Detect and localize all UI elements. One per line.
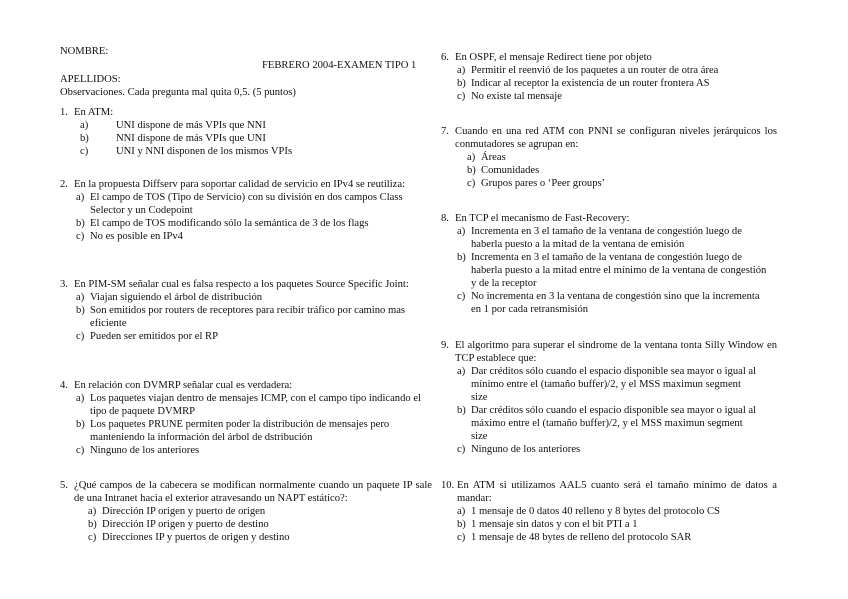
option-text: Áreas — [481, 152, 506, 163]
question-text: En PIM-SM señalar cual es falsa respecto a los paquetes Source Specific Joint: — [74, 279, 409, 290]
option-letter: b) — [457, 519, 466, 530]
question-text: En TCP el mecanismo de Fast-Recovery: — [455, 213, 630, 224]
option-text: Dirección IP origen y puerto de origen — [102, 506, 266, 517]
question-text: En la propuesta Diffserv para soportar calidad de servicio en IPv4 se reutiliza: — [74, 179, 406, 190]
option-a[interactable] — [76, 291, 416, 304]
option-a[interactable] — [467, 151, 777, 164]
option-letter: b) — [76, 305, 85, 316]
option-letter: c) — [457, 291, 466, 302]
option-letter: a) — [457, 65, 466, 76]
question-text: En ATM: — [74, 107, 114, 118]
option-letter: a) — [76, 192, 85, 203]
option-text: Ninguno de los anteriores — [471, 444, 581, 455]
option-letter: c) — [457, 444, 466, 455]
option-letter: c) — [457, 91, 466, 102]
question-number: 8. — [441, 213, 449, 224]
option-c[interactable] — [457, 290, 767, 316]
option-letter: b) — [80, 133, 89, 144]
option-text: Indicar al receptor la existencia de un router frontera AS — [471, 78, 710, 89]
option-text: No es posible en IPv4 — [90, 231, 183, 242]
question-9 — [441, 339, 777, 456]
option-text: Dar créditos sólo cuando el espacio disponible sea mayor o igual al máximo entre el (tamaño buffer)/2, y el MSS maximun segment size — [471, 405, 757, 442]
option-c[interactable] — [467, 177, 777, 190]
option-c[interactable] — [80, 145, 430, 158]
option-a[interactable] — [76, 191, 416, 217]
option-letter: a) — [76, 393, 85, 404]
question-number: 6. — [441, 52, 449, 63]
option-letter: c) — [457, 532, 466, 543]
question-5 — [60, 479, 432, 544]
option-text: 1 mensaje sin datos y con el bit PTI a 1 — [471, 519, 638, 530]
option-c[interactable] — [76, 444, 426, 457]
option-b[interactable] — [88, 518, 418, 531]
option-text: NNI dispone de más VPIs que UNI — [116, 133, 266, 144]
option-a[interactable] — [457, 64, 781, 77]
option-text: Direcciones IP y puertos de origen y destino — [102, 532, 290, 543]
option-letter: c) — [76, 331, 85, 342]
question-text: ¿Qué campos de la cabecera se modifican normalmente cuando un paquete IP sale de una Intranet hacia el exterior atravesando un NAPT estático?: — [74, 480, 432, 504]
option-letter: a) — [467, 152, 476, 163]
option-c[interactable] — [457, 531, 777, 544]
question-number: 2. — [60, 179, 68, 190]
option-c[interactable] — [76, 230, 416, 243]
option-a[interactable] — [457, 225, 767, 251]
option-letter: a) — [457, 366, 466, 377]
option-text: El campo de TOS (Tipo de Servicio) con su división en dos campos Class Selector y un Codepoint — [90, 192, 403, 216]
question-text: En relación con DVMRP señalar cual es verdadera: — [74, 380, 293, 391]
option-letter: c) — [467, 178, 476, 189]
option-b[interactable] — [457, 251, 767, 290]
option-letter: b) — [457, 252, 466, 263]
question-number: 4. — [60, 380, 68, 391]
option-letter: a) — [457, 506, 466, 517]
option-a[interactable] — [76, 392, 426, 418]
option-letter: a) — [76, 292, 85, 303]
question-number: 10. — [441, 480, 455, 491]
option-letter: c) — [88, 532, 97, 543]
question-text: El algoritmo para superar el sindrome de la ventana tonta Silly Window en TCP establece que: — [455, 340, 777, 364]
option-letter: a) — [88, 506, 97, 517]
option-c[interactable] — [76, 330, 416, 343]
option-text: Son emitidos por routers de receptores para recibir tráfico por camino mas eficiente — [90, 305, 406, 329]
option-letter: b) — [88, 519, 97, 530]
option-b[interactable] — [457, 404, 757, 443]
question-10 — [441, 479, 777, 544]
option-text: UNI y NNI disponen de los mismos VPIs — [116, 146, 293, 157]
option-c[interactable] — [88, 531, 418, 544]
question-number: 5. — [60, 480, 68, 491]
option-letter: a) — [80, 120, 89, 131]
option-letter: c) — [76, 231, 85, 242]
option-text: Viajan siguiendo el árbol de distribución — [90, 292, 263, 303]
option-text: No existe tal mensaje — [471, 91, 562, 102]
option-a[interactable] — [457, 365, 757, 404]
option-b[interactable] — [76, 304, 416, 330]
question-number: 9. — [441, 340, 449, 351]
option-text: Dirección IP origen y puerto de destino — [102, 519, 269, 530]
option-letter: b) — [457, 78, 466, 89]
question-number: 3. — [60, 279, 68, 290]
option-text: Grupos pares o ‘Peer groups’ — [481, 178, 606, 189]
option-text: 1 mensaje de 48 bytes de relleno del protocolo SAR — [471, 532, 692, 543]
option-text: 1 mensaje de 0 datos 40 relleno y 8 bytes del protocolo CS — [471, 506, 720, 517]
option-letter: b) — [467, 165, 476, 176]
option-letter: b) — [76, 419, 85, 430]
option-b[interactable] — [76, 217, 416, 230]
option-text: Incrementa en 3 el tamaño de la ventana de congestión luego de haberla puesto a la mitad entre el mínimo de la ventana de congestión y de la receptor — [471, 252, 767, 289]
question-number: 7. — [441, 126, 449, 137]
question-text: En ATM si utilizamos AAL5 cuanto será el tamaño mínimo de datos a mandar: — [457, 480, 777, 504]
option-b[interactable] — [457, 518, 777, 531]
option-text: Los paquetes PRUNE permiten poder la distribución de mensajes pero manteniendo la información del árbol de dstribución — [90, 419, 390, 443]
option-text: Permitir el reenvió de los paquetes a un router de otra área — [471, 65, 719, 76]
option-letter: a) — [457, 226, 466, 237]
option-text: El campo de TOS modificando sólo la semántica de 3 de los flags — [90, 218, 369, 229]
option-c[interactable] — [457, 443, 757, 456]
apellidos-label: APELLIDOS: — [60, 74, 121, 85]
option-b[interactable] — [80, 132, 430, 145]
option-letter: b) — [76, 218, 85, 229]
option-text: Ninguno de los anteriores — [90, 445, 200, 456]
question-7 — [441, 125, 777, 190]
option-letter: c) — [76, 445, 85, 456]
option-letter: b) — [457, 405, 466, 416]
option-text: Dar créditos sólo cuando el espacio disponible sea mayor o igual al mínimo entre el (tamaño buffer)/2, y el MSS maximun segment size — [471, 366, 757, 403]
option-text: Incrementa en 3 el tamaño de la ventana de congestión luego de haberla puesto a la mitad de la ventana de emisión — [471, 226, 742, 250]
question-4 — [60, 379, 430, 457]
option-letter: c) — [80, 146, 89, 157]
exam-title: FEBRERO 2004-EXAMEN TIPO 1 — [262, 60, 417, 71]
option-b[interactable] — [76, 418, 426, 444]
question-2 — [60, 178, 430, 243]
question-8 — [441, 212, 781, 316]
question-3 — [60, 278, 430, 343]
option-c[interactable] — [457, 90, 781, 103]
question-text: En OSPF, el mensaje Redirect tiene por objeto — [455, 52, 652, 63]
option-a[interactable] — [80, 119, 430, 132]
option-text: Pueden ser emitidos por el RP — [90, 331, 218, 342]
option-b[interactable] — [457, 77, 781, 90]
option-text: Comunidades — [481, 165, 540, 176]
option-text: No incrementa en 3 la ventana de congestión sino que la incrementa en 1 por cada retransmisión — [471, 291, 760, 315]
observations: Observaciones. Cada pregunta mal quita 0,5. (5 puntos) — [60, 87, 296, 98]
option-a[interactable] — [88, 505, 418, 518]
option-text: Los paquetes viajan dentro de mensajes ICMP, con el campo tipo indicando el tipo de paquete DVMRP — [90, 393, 421, 417]
option-b[interactable] — [467, 164, 777, 177]
question-text: Cuando en una red ATM con PNNI se configuran niveles jerárquicos los conmutadores se agrupan en: — [455, 126, 777, 150]
option-a[interactable] — [457, 505, 777, 518]
option-text: UNI dispone de más VPIs que NNI — [116, 120, 266, 131]
question-1 — [60, 106, 430, 158]
question-6 — [441, 51, 781, 103]
question-number: 1. — [60, 107, 68, 118]
nombre-label: NOMBRE: — [60, 46, 109, 57]
